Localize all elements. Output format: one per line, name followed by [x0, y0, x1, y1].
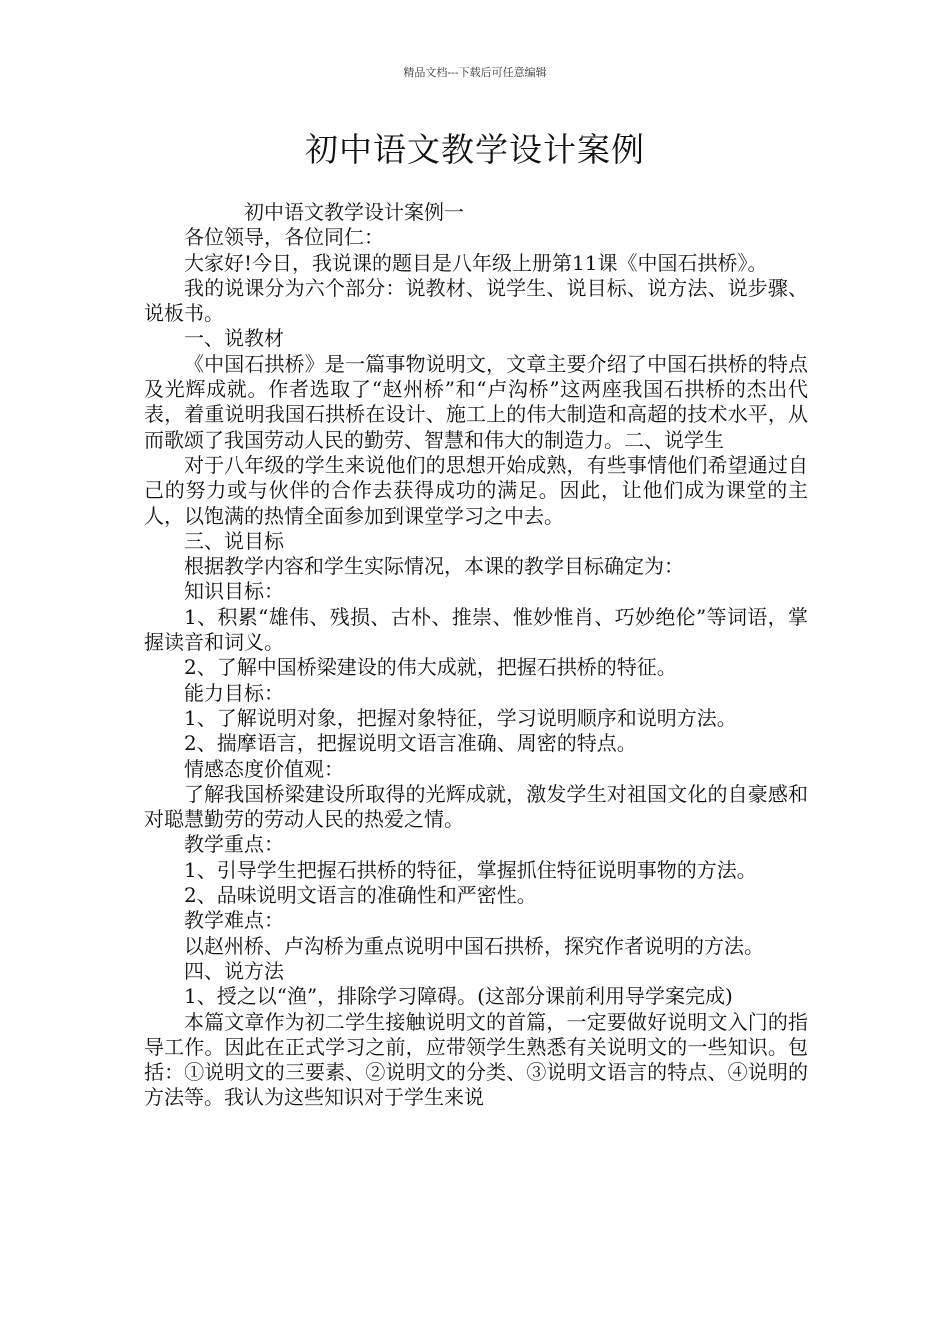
- page-header: 精品文档---下载后可任意编辑: [403, 66, 547, 79]
- paragraph: 情感态度价值观：: [184, 756, 344, 781]
- section-heading: 四、说方法: [184, 958, 284, 983]
- paragraph: 1、了解说明对象，把握对象特征，学习说明顺序和说明方法。: [184, 705, 737, 730]
- paragraph: 教学难点：: [184, 908, 284, 933]
- paragraph: 《中国石拱桥》是一篇事物说明文，文章主要介绍了中国石拱桥的特点及光辉成就。作者选取了“赵州桥”和“卢沟桥”这两座我国石拱桥的杰出代表，着重说明我国石拱桥在设计、施工上的伟大制造和高超的技术水平，从而歌颂了我国劳动人民的勤劳、智慧和伟大的制造力。二、说学生: [144, 351, 808, 452]
- paragraph: 2、揣摩语言，把握说明文语言准确、周密的特点。: [184, 731, 637, 756]
- paragraph: 1、授之以“渔”，排除学习障碍。(这部分课前利用导学案完成): [184, 984, 733, 1009]
- paragraph: 能力目标：: [184, 680, 284, 705]
- paragraph: 大家好!今日，我说课的题目是八年级上册第11课《中国石拱桥》。: [184, 250, 768, 275]
- paragraph: 我的说课分为六个部分：说教材、说学生、说目标、说方法、说步骤、说板书。: [144, 275, 808, 326]
- paragraph: 1、引导学生把握石拱桥的特征，掌握抓住特征说明事物的方法。: [184, 857, 757, 882]
- subtitle: 初中语文教学设计案例一: [244, 200, 464, 224]
- paragraph: 以赵州桥、卢沟桥为重点说明中国石拱桥，探究作者说明的方法。: [184, 933, 764, 958]
- paragraph: 本篇文章作为初二学生接触说明文的首篇，一定要做好说明文入门的指导工作。因此在正式学习之前，应带领学生熟悉有关说明文的一些知识。包括：①说明文的三要素、②说明文的分类、③说明文语言的特点、④说明的方法等。我认为这些知识对于学生来说: [144, 1009, 808, 1110]
- section-heading: 三、说目标: [184, 528, 284, 553]
- paragraph: 1、积累“雄伟、残损、古朴、推崇、惟妙惟肖、巧妙绝伦”等词语，掌握读音和词义。: [144, 604, 808, 655]
- document-title: 初中语文教学设计案例: [305, 130, 645, 169]
- paragraph: 2、品味说明文语言的准确性和严密性。: [184, 883, 537, 908]
- section-heading: 一、说教材: [184, 326, 284, 351]
- paragraph: 根据教学内容和学生实际情况，本课的教学目标确定为：: [184, 554, 684, 579]
- document-body: [144, 200, 808, 1111]
- paragraph: 教学重点：: [184, 832, 284, 857]
- paragraph: 2、了解中国桥梁建设的伟大成就，把握石拱桥的特征。: [184, 655, 677, 680]
- paragraph: 各位领导，各位同仁：: [184, 225, 384, 250]
- paragraph: 对于八年级的学生来说他们的思想开始成熟，有些事情他们希望通过自己的努力或与伙伴的合作去获得成功的满足。因此，让他们成为课堂的主人，以饱满的热情全面参加到课堂学习之中去。: [144, 452, 808, 528]
- paragraph: 了解我国桥梁建设所取得的光辉成就，激发学生对祖国文化的自豪感和对聪慧勤劳的劳动人民的热爱之情。: [144, 781, 808, 832]
- paragraph: 知识目标：: [184, 579, 284, 604]
